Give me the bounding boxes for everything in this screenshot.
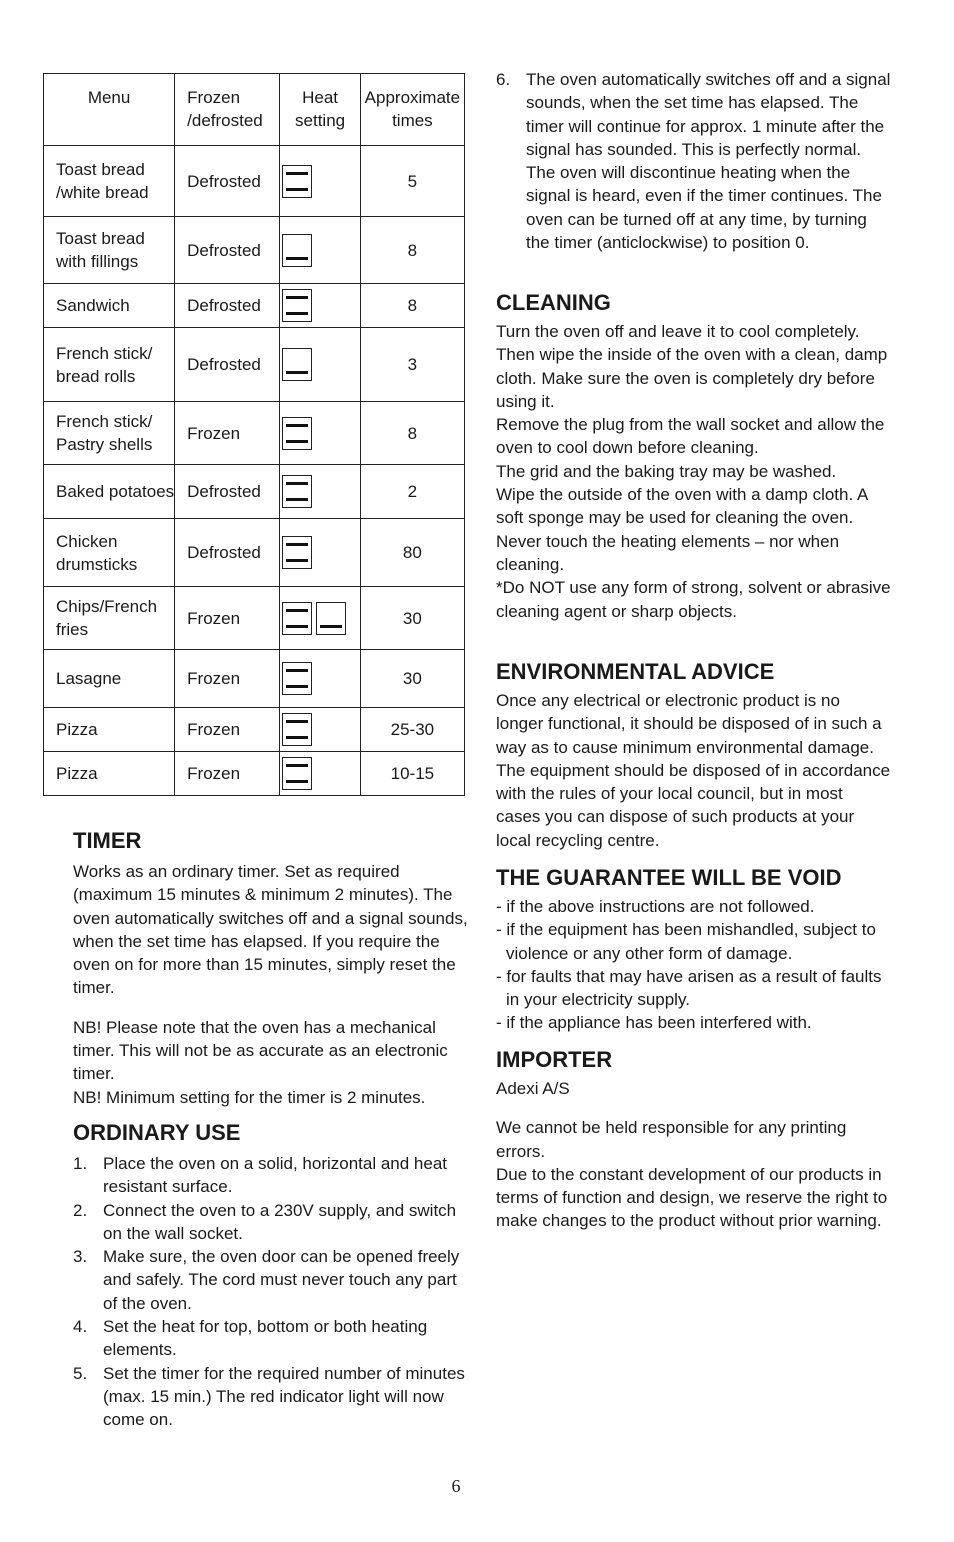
bottom-heat-icon: [316, 602, 346, 635]
list-item: 6. The oven automatically switches off and a signal sounds, when the set time has elapsed. The timer will continue for approx. 1 minute after the signal has sounded. This is perfectly normal. The oven will discontinue heating when the signal is heard, even if the timer continues. The oven can be turned off at any time, by turning the timer (anticlockwise) to position 0.: [496, 70, 891, 253]
top-bottom-heat-icon: [282, 713, 312, 746]
cell-frozen-defrosted: Defrosted: [175, 217, 280, 284]
header-approximate-times: Approximate times: [360, 74, 464, 146]
table-row: [44, 650, 465, 708]
environmental-heading: ENVIRONMENTAL ADVICE: [496, 659, 775, 684]
cleaning-line: Wipe the outside of the oven with a damp cloth. A soft sponge may be used for cleaning the oven.: [496, 485, 868, 528]
cell-approximate-time: 2: [360, 465, 464, 519]
cell-frozen-defrosted: Defrosted: [175, 465, 280, 519]
cell-approximate-time: 8: [360, 217, 464, 284]
list-item: - if the equipment has been mishandled, subject to violence or any other form of damage.: [496, 920, 876, 963]
cell-approximate-time: 30: [360, 650, 464, 708]
list-item: 4. Set the heat for top, bottom or both heating elements.: [73, 1317, 428, 1360]
cell-heat-setting: [280, 402, 360, 465]
header-menu: Menu: [44, 74, 175, 146]
cell-menu: Chicken drumsticks: [44, 519, 175, 587]
table-row: [44, 217, 465, 284]
list-item: - if the appliance has been interfered with.: [496, 1013, 812, 1033]
timer-heading: TIMER: [73, 828, 142, 853]
cell-approximate-time: 8: [360, 402, 464, 465]
cell-heat-setting: [280, 587, 360, 650]
cell-menu: Sandwich: [44, 284, 175, 328]
cell-frozen-defrosted: Frozen: [175, 587, 280, 650]
cell-approximate-time: 80: [360, 519, 464, 587]
cleaning-line: Remove the plug from the wall socket and allow the oven to cool down before cleaning.: [496, 415, 885, 458]
cell-frozen-defrosted: Frozen: [175, 752, 280, 796]
top-bottom-heat-icon: [282, 475, 312, 508]
cell-frozen-defrosted: Defrosted: [175, 519, 280, 587]
bottom-heat-icon: [282, 348, 312, 381]
cell-menu: Pizza: [44, 708, 175, 752]
page-number: 6: [451, 1476, 461, 1496]
list-item: - if the above instructions are not followed.: [496, 897, 815, 916]
cell-heat-setting: [280, 752, 360, 796]
table-row: [44, 708, 465, 752]
cell-approximate-time: 25-30: [360, 708, 464, 752]
bottom-heat-icon: [282, 234, 312, 267]
top-bottom-heat-icon: [282, 662, 312, 695]
table-row: [44, 465, 465, 519]
cell-menu: Pizza: [44, 752, 175, 796]
timer-paragraph: Works as an ordinary timer. Set as required (maximum 15 minutes & minimum 2 minutes). The oven automatically switches off and a signal sounds, when the set time has elapsed. If you require the oven on for more than 15 minutes, simply reset the timer.: [73, 862, 468, 998]
cell-heat-setting: [280, 650, 360, 708]
cell-approximate-time: 8: [360, 284, 464, 328]
timer-note-mechanical: NB! Please note that the oven has a mechanical timer. This will not be as accurate as an electronic timer.: [73, 1017, 448, 1084]
cell-approximate-time: 30: [360, 587, 464, 650]
cooking-table: [43, 73, 465, 796]
table-row: [44, 402, 465, 465]
environmental-text: Once any electrical or electronic product is no longer functional, it should be disposed of in such a way as to cause minimum environmental damage. The equipment should be disposed of in accordance with the rules of your local council, but in most cases you can dispose of such products at your local recycling centre.: [496, 691, 891, 850]
header-heat-setting: Heat setting: [280, 74, 360, 146]
timer-section: [73, 828, 468, 1109]
cell-frozen-defrosted: Defrosted: [175, 146, 280, 217]
list-item: - for faults that may have arisen as a result of faults in your electricity supply.: [496, 966, 882, 1010]
cell-frozen-defrosted: Frozen: [175, 708, 280, 752]
table-row: [44, 752, 465, 796]
cell-frozen-defrosted: Defrosted: [175, 284, 280, 328]
list-item: 2. Connect the oven to a 230V supply, and switch on the wall socket.: [73, 1200, 457, 1243]
cell-heat-setting: [280, 146, 360, 217]
importer-reservation: Due to the constant development of our products in terms of function and design, we reserve the right to make changes to the product without prior warning.: [496, 1164, 888, 1231]
header-frozen-defrosted: Frozen /defrosted: [175, 74, 280, 146]
ordinary-use-step-6: [496, 68, 891, 254]
top-bottom-heat-icon: [282, 417, 312, 450]
cell-heat-setting: [280, 708, 360, 752]
cleaning-line: Never touch the heating elements – nor when cleaning.: [496, 531, 840, 574]
cell-frozen-defrosted: Defrosted: [175, 328, 280, 402]
cell-menu: Chips/French fries: [44, 587, 175, 650]
cell-heat-setting: [280, 519, 360, 587]
cell-menu: French stick/ Pastry shells: [44, 402, 175, 465]
cell-menu: Lasagne: [44, 650, 175, 708]
cleaning-section: [496, 290, 891, 623]
importer-heading: IMPORTER: [496, 1047, 613, 1072]
cell-heat-setting: [280, 328, 360, 402]
guarantee-heading: THE GUARANTEE WILL BE VOID: [496, 865, 842, 890]
cell-frozen-defrosted: Frozen: [175, 650, 280, 708]
table-row: [44, 587, 465, 650]
cleaning-line: *Do NOT use any form of strong, solvent or abrasive cleaning agent or sharp objects.: [496, 578, 891, 621]
cleaning-line: The grid and the baking tray may be washed.: [496, 461, 837, 481]
ordinary-use-steps: [73, 1152, 468, 1432]
importer-disclaimer: We cannot be held responsible for any printing errors.: [496, 1118, 847, 1161]
table-header-row: [44, 74, 465, 146]
top-bottom-heat-icon: [282, 165, 312, 198]
environmental-section: [496, 659, 891, 852]
cell-frozen-defrosted: Frozen: [175, 402, 280, 465]
cleaning-heading: CLEANING: [496, 290, 611, 315]
timer-note-minimum: NB! Minimum setting for the timer is 2 minutes.: [73, 1087, 426, 1107]
guarantee-section: [496, 865, 891, 1035]
cell-heat-setting: [280, 465, 360, 519]
table-row: [44, 519, 465, 587]
cleaning-line: Turn the oven off and leave it to cool completely. Then wipe the inside of the oven with a clean, damp cloth. Make sure the oven is completely dry before using it.: [496, 322, 888, 411]
importer-name: Adexi A/S: [496, 1079, 570, 1098]
cell-heat-setting: [280, 284, 360, 328]
cell-menu: Baked potatoes: [44, 465, 175, 519]
cell-heat-setting: [280, 217, 360, 284]
table-row: [44, 328, 465, 402]
list-item: 5. Set the timer for the required number of minutes (max. 15 min.) The red indicator light will now come on.: [73, 1363, 465, 1430]
table-row: [44, 146, 465, 217]
table-row: [44, 284, 465, 328]
cell-approximate-time: 10-15: [360, 752, 464, 796]
top-bottom-heat-icon: [282, 289, 312, 322]
top-bottom-heat-icon: [282, 602, 312, 635]
cell-menu: Toast bread with fillings: [44, 217, 175, 284]
cell-approximate-time: 3: [360, 328, 464, 402]
top-bottom-heat-icon: [282, 757, 312, 790]
ordinary-use-section: [73, 1120, 468, 1432]
ordinary-use-heading: ORDINARY USE: [73, 1120, 241, 1145]
list-item: 3. Make sure, the oven door can be opened freely and safely. The cord must never touch any part of the oven.: [73, 1247, 460, 1313]
cell-menu: Toast bread /white bread: [44, 146, 175, 217]
cell-approximate-time: 5: [360, 146, 464, 217]
importer-section: [496, 1047, 891, 1233]
cell-menu: French stick/ bread rolls: [44, 328, 175, 402]
top-bottom-heat-icon: [282, 536, 312, 569]
list-item: 1. Place the oven on a solid, horizontal and heat resistant surface.: [73, 1154, 448, 1197]
